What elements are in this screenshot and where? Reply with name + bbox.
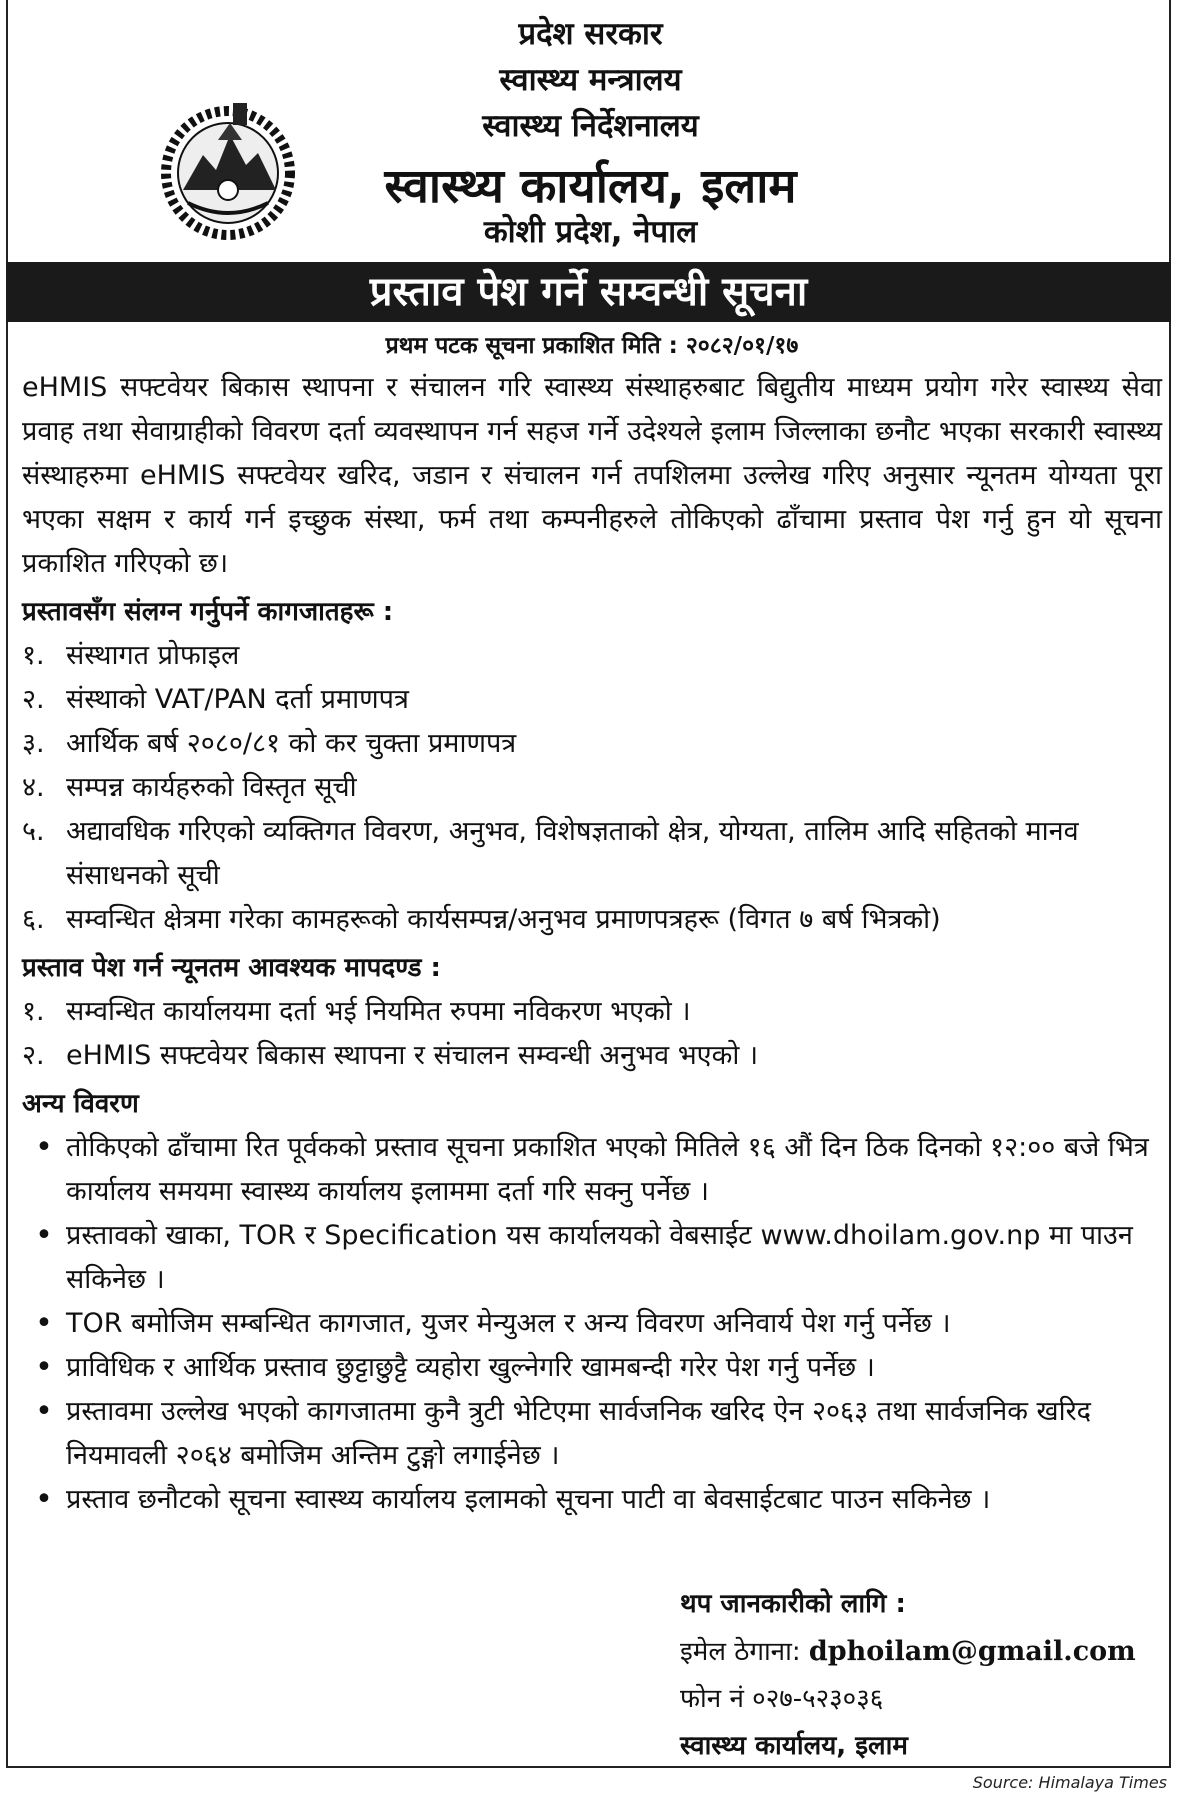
bullet-icon: • xyxy=(35,1306,53,1341)
list-item xyxy=(22,634,1162,678)
list-item xyxy=(22,678,1162,722)
other-details-heading: अन्य विवरण xyxy=(22,1089,139,1119)
criteria-heading: प्रस्ताव पेश गर्न न्यूनतम आवश्यक मापदण्ड : xyxy=(22,953,441,983)
bullet-icon: • xyxy=(35,1218,53,1253)
province-line: कोशी प्रदेश, नेपाल xyxy=(483,214,698,250)
email-line xyxy=(680,1628,1160,1676)
item-number: ६. xyxy=(22,904,45,935)
item-number: १. xyxy=(22,640,45,671)
intro-paragraph: eHMIS सफ्टवेयर बिकास स्थापना र संचालन गरि स्वास्थ्य संस्थाहरुबाट बिद्युतीय माध्यम प्रयोग गरेर स्वास्थ्य सेवा प्रवाह तथा सेवाग्राहीको विवरण दर्ता व्यवस्थापन गर्न सहज गर्ने उदेश्यले इलाम जिल्लाका छनौट भएका सरकारी स्वास्थ्य संस्थाहरुमा eHMIS सफ्टवेयर खरिद, जडान र संचालन गर्न तपशिलमा उल्लेख गरिए अनुसार न्यूनतम योग्यता पूरा भएका सक्षम र कार्य गर्न इच्छुक संस्था, फर्म तथा कम्पनीहरुले तोकिएको ढाँचामा प्रस्ताव पेश गर्नु हुन यो सूचना प्रकाशित गरिएको छ। xyxy=(22,372,1162,579)
item-text: आर्थिक बर्ष २०८०/८१ को कर चुक्ता प्रमाणपत्र xyxy=(66,728,517,759)
item-text: सम्वन्धित क्षेत्रमा गरेका कामहरूको कार्यसम्पन्न/अनुभव प्रमाणपत्रहरू (विगत ७ बर्ष भित्रको) xyxy=(66,904,941,935)
phone-line: फोन नं ०२७-५२३०३६ xyxy=(680,1684,884,1714)
bullet-text: प्राविधिक र आर्थिक प्रस्ताव छुट्टाछुट्टै व्यहोरा खुल्नेगरि खामबन्दी गरेर पेश गर्नु पर्नेछ । xyxy=(66,1352,875,1383)
item-text: संस्थाको VAT/PAN दर्ता प्रमाणपत्र xyxy=(66,684,409,715)
email-label: इमेल ठेगाना: xyxy=(680,1637,801,1667)
list-item xyxy=(22,898,1162,942)
bullet-icon: • xyxy=(35,1130,53,1165)
publication-date: प्रथम पटक सूचना प्रकाशित मिति : २०८२/०१/१७ xyxy=(385,333,799,359)
header-line-3: स्वास्थ्य निर्देशनालय xyxy=(482,108,699,144)
item-number: ३. xyxy=(22,728,45,759)
list-item xyxy=(22,722,1162,766)
bullet-item xyxy=(22,1126,1162,1214)
contact-block xyxy=(680,1581,1160,1770)
item-number: १. xyxy=(22,996,45,1027)
bullet-text: प्रस्तावको खाका, TOR र Specification यस कार्यालयको वेबसाईट www.dhoilam.gov.np मा पाउन सकिनेछ । xyxy=(66,1220,1133,1295)
bullet-text: प्रस्ताव छनौटको सूचना स्वास्थ्य कार्यालय इलामको सूचना पाटी वा बेवसाईटबाट पाउन सकिनेछ । xyxy=(66,1484,991,1515)
bullet-icon: • xyxy=(35,1350,53,1385)
list-item xyxy=(22,810,1162,898)
documents-heading: प्रस्तावसँग संलग्न गर्नुपर्ने कागजातहरू : xyxy=(22,597,394,627)
item-number: ५. xyxy=(22,816,45,847)
bullet-text: TOR बमोजिम सम्बन्धित कागजात, युजर मेन्युअल र अन्य विवरण अनिवार्य पेश गर्नु पर्नेछ । xyxy=(66,1308,951,1339)
bullet-item xyxy=(22,1390,1162,1478)
item-text: सम्पन्न कार्यहरुको विस्तृत सूची xyxy=(66,772,357,803)
item-text: eHMIS सफ्टवेयर बिकास स्थापना र संचालन सम्वन्धी अनुभव भएको । xyxy=(66,1040,759,1071)
item-number: ४. xyxy=(22,772,45,803)
signature-office: स्वास्थ्य कार्यालय, इलाम xyxy=(680,1731,908,1761)
contact-heading: थप जानकारीको लागि : xyxy=(680,1589,906,1619)
bullet-item xyxy=(22,1346,1162,1390)
item-text: सम्वन्धित कार्यालयमा दर्ता भई नियमित रुपमा नविकरण भएको । xyxy=(66,996,691,1027)
bullet-item xyxy=(22,1302,1162,1346)
notice-header xyxy=(0,0,1181,258)
list-item xyxy=(22,990,1162,1034)
bullet-item xyxy=(22,1214,1162,1302)
bullet-icon: • xyxy=(35,1394,53,1429)
header-line-1: प्रदेश सरकार xyxy=(518,16,663,52)
notice-banner: प्रस्ताव पेश गर्ने सम्वन्धी सूचना xyxy=(6,262,1171,322)
notice-body xyxy=(22,328,1162,1522)
bullet-icon: • xyxy=(35,1482,53,1517)
bullet-text: तोकिएको ढाँचामा रित पूर्वकको प्रस्ताव सूचना प्रकाशित भएको मितिले १६ औं दिन ठिक दिनको १२:०० बजे भित्र कार्यालय समयमा स्वास्थ्य कार्यालय इलाममा दर्ता गरि सक्नु पर्नेछ । xyxy=(66,1132,1149,1207)
item-text: अद्यावधिक गरिएको व्यक्तिगत विवरण, अनुभव, विशेषज्ञताको क्षेत्र, योग्यता, तालिम आदि सहितको मानव संसाधनको सूची xyxy=(66,816,1079,891)
list-item xyxy=(22,1034,1162,1078)
office-title: स्वास्थ्य कार्यालय, इलाम xyxy=(384,159,797,214)
email-address[interactable]: dphoilam@gmail.com xyxy=(808,1636,1136,1667)
item-number: २. xyxy=(22,1040,45,1071)
bullet-text: प्रस्तावमा उल्लेख भएको कागजातमा कुनै त्रुटी भेटिएमा सार्वजनिक खरिद ऐन २०६३ तथा सार्वजनिक खरिद नियमावली २०६४ बमोजिम अन्तिम टुङ्गो लगाईनेछ । xyxy=(66,1396,1091,1471)
header-line-2: स्वास्थ्य मन्त्रालय xyxy=(499,62,682,98)
source-credit: Source: Himalaya Times xyxy=(972,1773,1167,1792)
item-text: संस्थागत प्रोफाइल xyxy=(66,640,240,671)
list-item xyxy=(22,766,1162,810)
bullet-item xyxy=(22,1478,1162,1522)
item-number: २. xyxy=(22,684,45,715)
